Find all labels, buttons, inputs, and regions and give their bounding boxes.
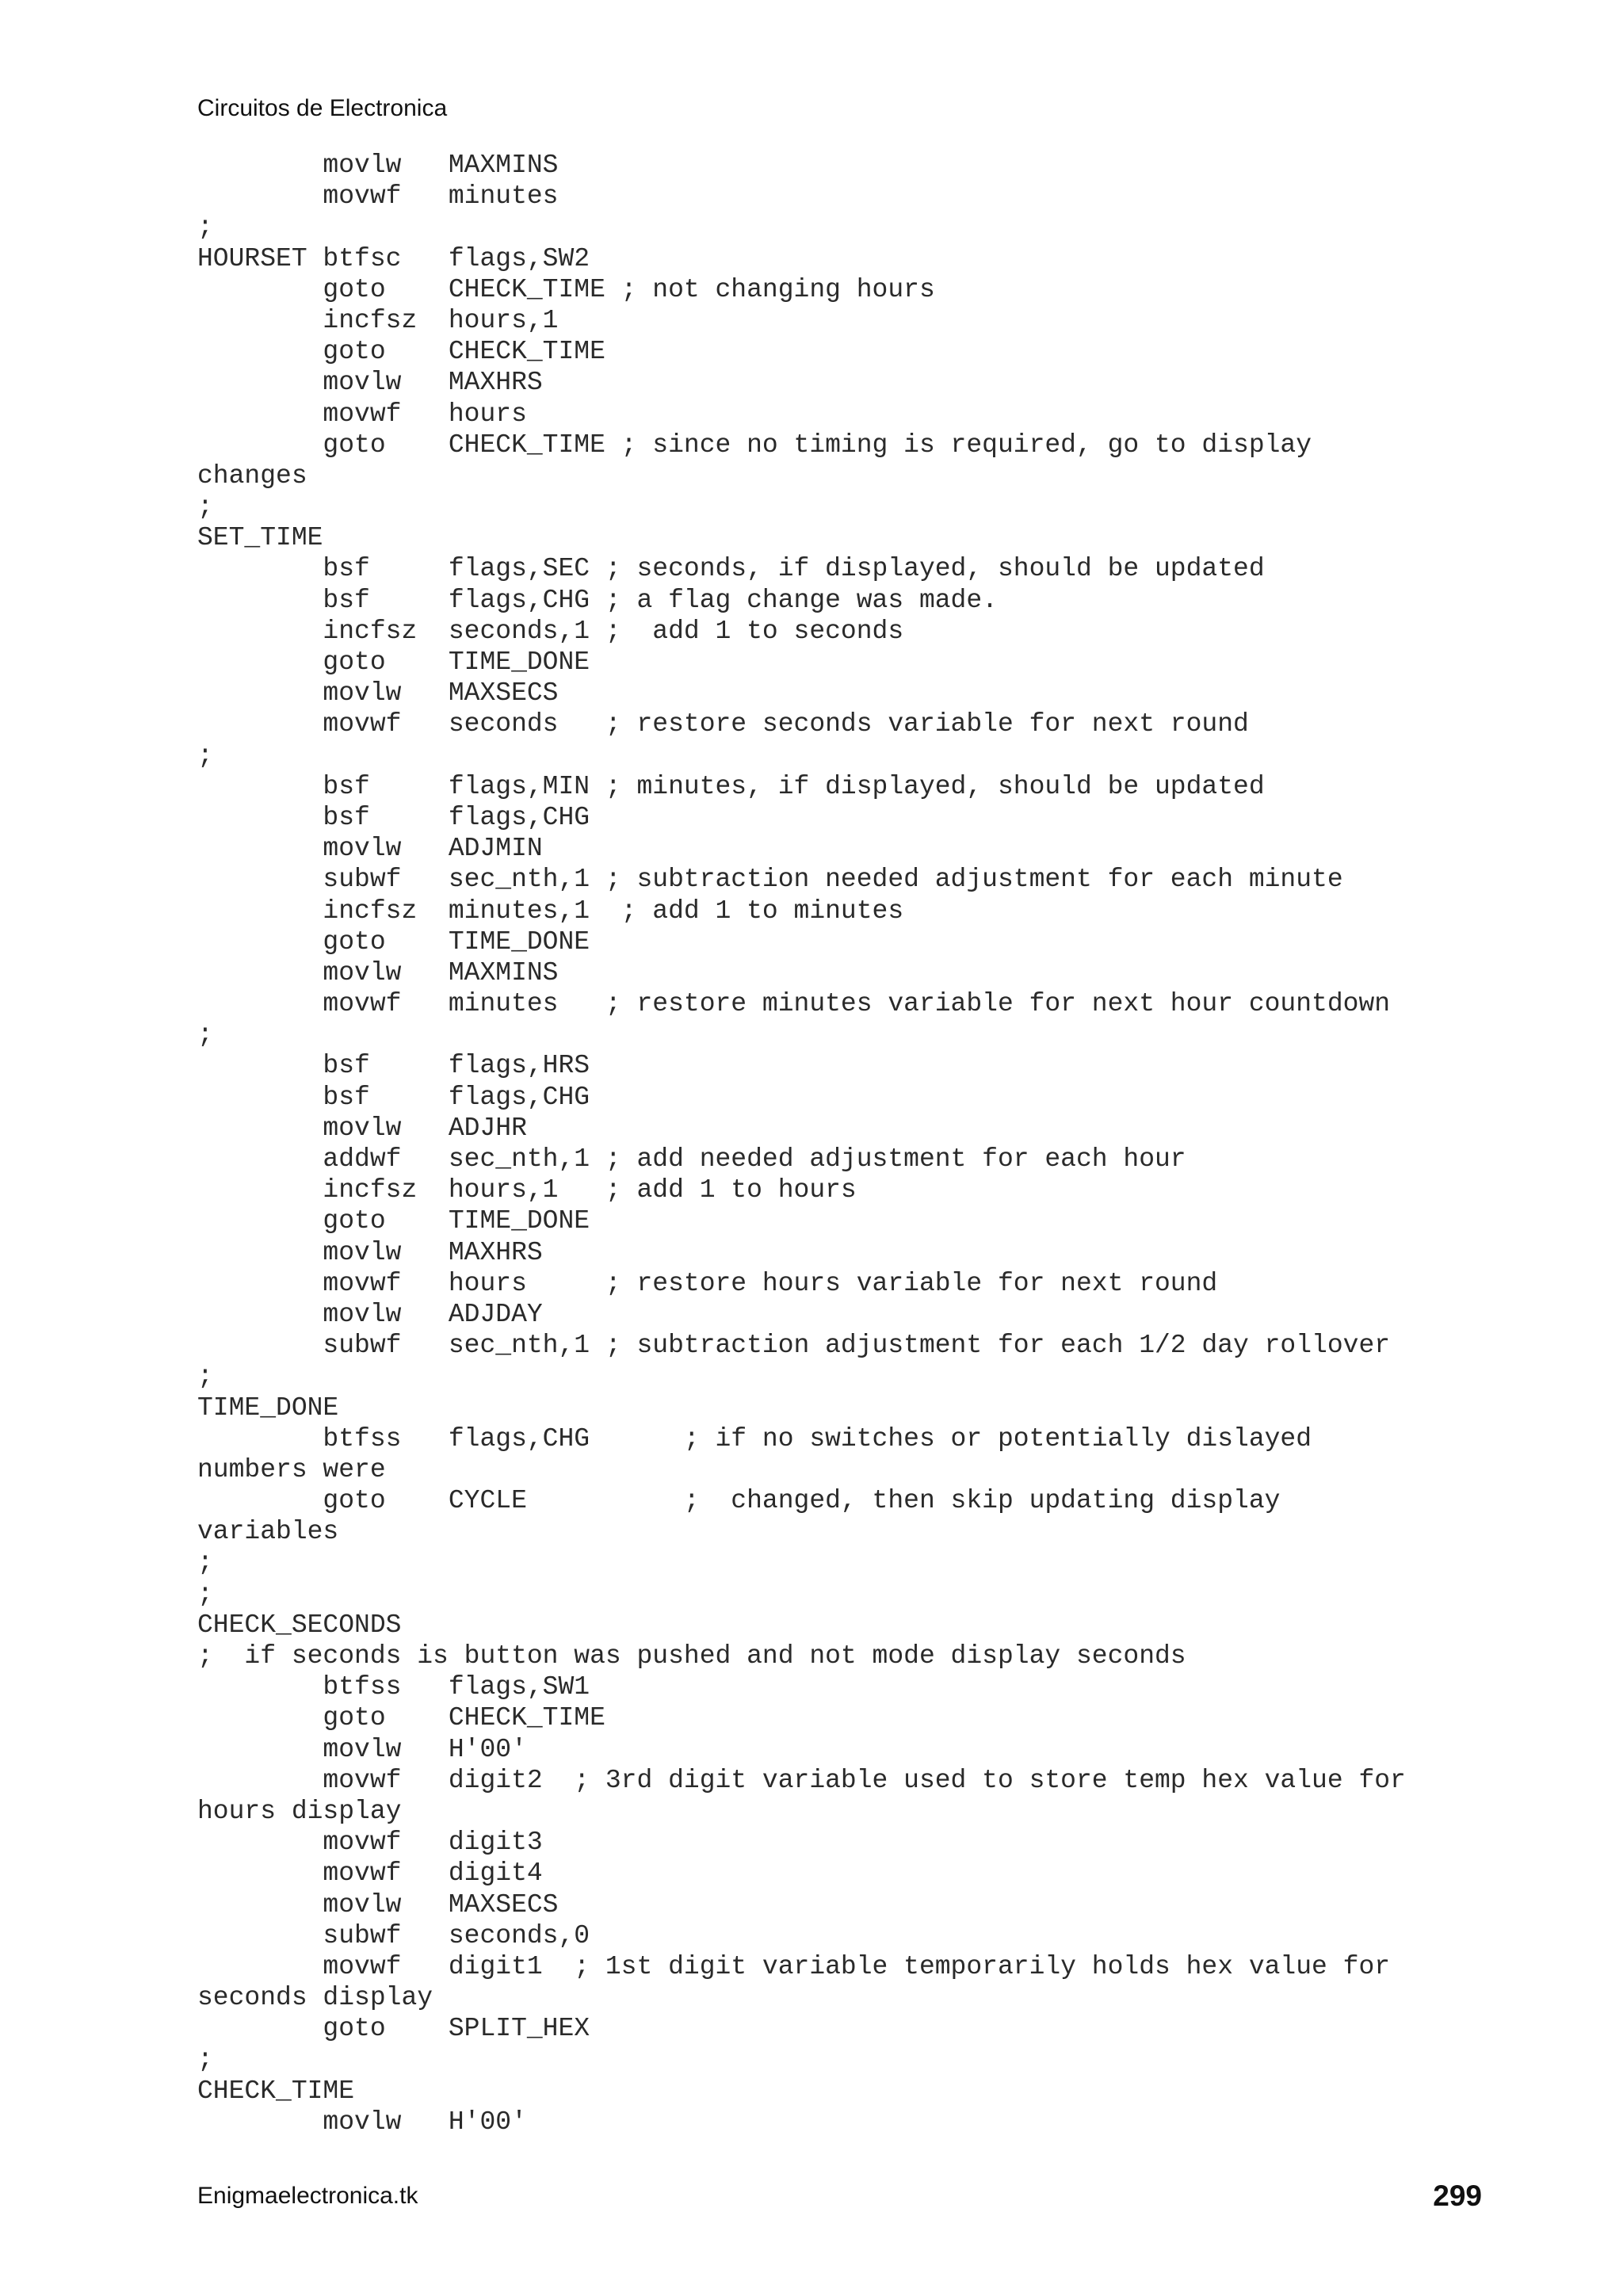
page-number: 299 bbox=[1433, 2179, 1482, 2212]
code-line: ; bbox=[197, 492, 213, 522]
code-line: goto CHECK_TIME bbox=[197, 1703, 605, 1733]
code-line: subwf sec_nth,1 ; subtraction needed adjustment for each minute bbox=[197, 865, 1343, 895]
code-listing bbox=[197, 150, 1406, 2137]
code-line: goto TIME_DONE bbox=[197, 926, 590, 957]
code-line: movwf digit3 bbox=[197, 1828, 543, 1858]
code-line: ; bbox=[197, 1362, 213, 1392]
code-line: movwf digit2 ; 3rd digit variable used to store temp hex value for bbox=[197, 1765, 1406, 1795]
code-line: movlw MAXMINS bbox=[197, 957, 559, 988]
code-line: movlw MAXSECS bbox=[197, 678, 559, 709]
code-line: ; bbox=[197, 2045, 213, 2075]
code-line: movlw H'00' bbox=[197, 1734, 527, 1764]
code-line: movwf minutes bbox=[197, 181, 559, 212]
code-line: hours display bbox=[197, 1796, 402, 1826]
code-line: ; bbox=[197, 740, 213, 770]
code-line: incfsz seconds,1 ; add 1 to seconds bbox=[197, 616, 904, 646]
code-line: goto CHECK_TIME ; not changing hours bbox=[197, 274, 935, 304]
code-line: TIME_DONE bbox=[197, 1392, 339, 1423]
code-line: seconds display bbox=[197, 1983, 433, 2013]
code-line: goto TIME_DONE bbox=[197, 648, 590, 677]
code-line: goto CHECK_TIME bbox=[197, 337, 605, 367]
code-line: movlw MAXHRS bbox=[197, 368, 543, 398]
code-line: incfsz minutes,1 ; add 1 to minutes bbox=[197, 896, 904, 926]
page-header-title: Circuitos de Electronica bbox=[197, 95, 448, 121]
code-line: bsf flags,CHG ; a flag change was made. bbox=[197, 585, 998, 615]
code-line: addwf sec_nth,1 ; add needed adjustment for each hour bbox=[197, 1144, 1186, 1174]
footer-site: Enigmaelectronica.tk bbox=[197, 2183, 418, 2209]
code-line: movlw ADJDAY bbox=[197, 1299, 543, 1329]
code-line: bsf flags,HRS bbox=[197, 1051, 590, 1081]
code-line: subwf seconds,0 bbox=[197, 1920, 590, 1950]
code-line: bsf flags,CHG bbox=[197, 1082, 590, 1112]
code-line: variables bbox=[197, 1517, 339, 1547]
code-line: btfss flags,SW1 bbox=[197, 1672, 590, 1702]
code-line: movlw ADJHR bbox=[197, 1113, 527, 1143]
code-line: numbers were bbox=[197, 1454, 386, 1484]
code-line: movwf digit1 ; 1st digit variable temporarily holds hex value for bbox=[197, 1951, 1391, 1981]
code-line: ; bbox=[197, 1020, 213, 1050]
code-line: incfsz hours,1 ; add 1 to hours bbox=[197, 1175, 857, 1205]
code-line: movwf hours ; restore hours variable for next round bbox=[197, 1268, 1218, 1298]
code-line: movwf seconds ; restore seconds variable for next round bbox=[197, 709, 1249, 739]
code-line: movwf digit4 bbox=[197, 1859, 543, 1889]
code-line: goto CHECK_TIME ; since no timing is required, go to display bbox=[197, 430, 1312, 460]
code-line: goto SPLIT_HEX bbox=[197, 2014, 590, 2044]
code-line: ; bbox=[197, 212, 213, 243]
code-line: bsf flags,SEC ; seconds, if displayed, should be updated bbox=[197, 554, 1265, 584]
code-line: CHECK_TIME bbox=[197, 2076, 355, 2106]
code-line: ; bbox=[197, 1579, 213, 1609]
code-line: incfsz hours,1 bbox=[197, 305, 559, 335]
code-line: SET_TIME bbox=[197, 523, 323, 553]
code-line: ; bbox=[197, 1548, 213, 1578]
code-line: movlw MAXSECS bbox=[197, 1889, 559, 1920]
code-line: goto TIME_DONE bbox=[197, 1206, 590, 1236]
code-line: btfss flags,CHG ; if no switches or potentially dislayed bbox=[197, 1423, 1312, 1454]
code-line: subwf sec_nth,1 ; subtraction adjustment for each 1/2 day rollover bbox=[197, 1331, 1391, 1361]
code-line: HOURSET btfsc flags,SW2 bbox=[197, 243, 590, 273]
code-line: changes bbox=[197, 460, 307, 491]
code-line: CHECK_SECONDS bbox=[197, 1610, 402, 1640]
code-line: bsf flags,MIN ; minutes, if displayed, should be updated bbox=[197, 771, 1265, 801]
code-line: bsf flags,CHG bbox=[197, 802, 590, 832]
code-line: movlw H'00' bbox=[197, 2107, 527, 2137]
code-line: movlw MAXMINS bbox=[197, 151, 559, 180]
code-line: movlw MAXHRS bbox=[197, 1237, 543, 1267]
code-line: movwf hours bbox=[197, 399, 527, 429]
code-line: ; if seconds is button was pushed and not mode display seconds bbox=[197, 1641, 1186, 1671]
code-line: movlw ADJMIN bbox=[197, 834, 543, 864]
code-line: goto CYCLE ; changed, then skip updating display bbox=[197, 1486, 1281, 1516]
code-line: movwf minutes ; restore minutes variable for next hour countdown bbox=[197, 989, 1391, 1019]
